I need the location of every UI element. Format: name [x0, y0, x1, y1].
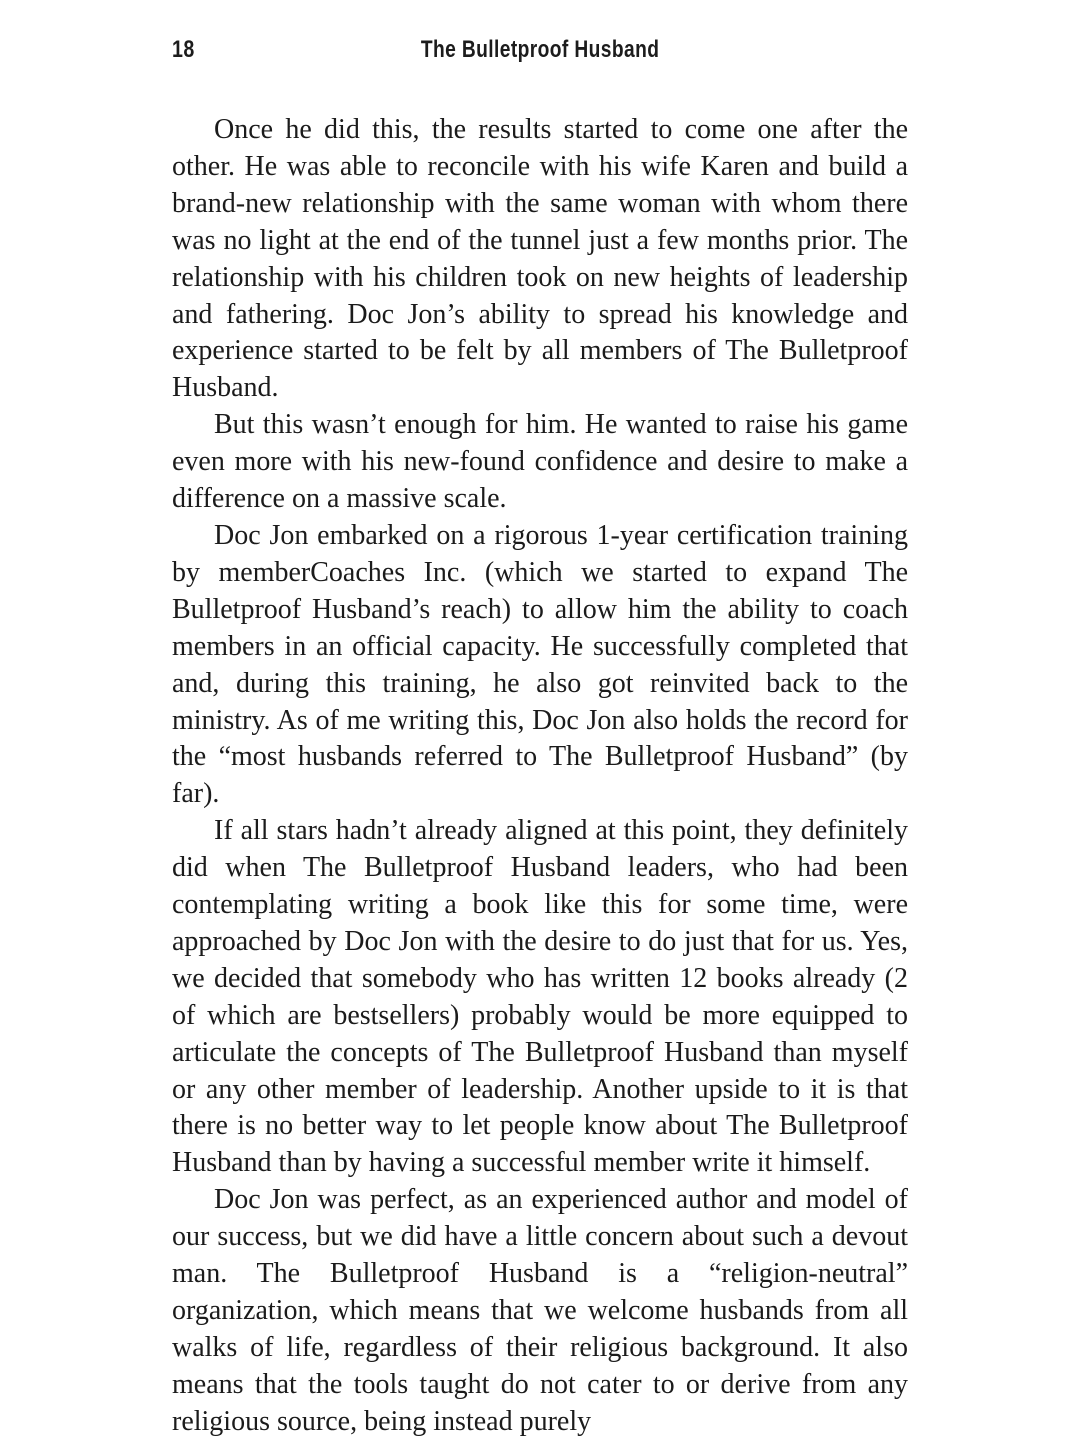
running-header: [172, 36, 908, 64]
running-header-title: The Bulletproof Husband: [420, 36, 660, 63]
paragraph: Doc Jon was perfect, as an experienced author and model of our success, but we did have a little concern about such a devout man. The Bulletproof Husband is a “religion-neutral” organization, which means that we welcome husbands from all walks of life, regardless of their religious background. It also means that the tools taught do not cater to or derive from any religious source, being instead purely: [172, 1184, 908, 1437]
paragraph: Once he did this, the results started to come one after the other. He was able to reconcile with his wife Karen and build a brand-new relationship with the same woman with whom there was no light at the end of the tunnel just a few months prior. The relationship with his children took on new heights of leadership and fathering. Doc Jon’s ability to spread his knowledge and experience started to be felt by all members of The Bulletproof Husband.: [172, 114, 908, 404]
paragraph: If all stars hadn’t already aligned at this point, they definitely did when The Bulletproof Husband leaders, who had been contemplating writing a book like this for some time, were approached by Doc Jon with the desire to do just that for us. Yes, we decided that somebody who has written 12 books already (2 of which are bestsellers) probably would be more equipped to articulate the concepts of The Bulletproof Husband than myself or any other member of leadership. Another upside to it is that there is no better way to let people know about The Bulletproof Husband than by having a successful member write it himself.: [172, 815, 908, 1179]
page-header: [172, 34, 908, 66]
paragraph: Doc Jon embarked on a rigorous 1-year certification training by memberCoaches Inc. (which we started to expand The Bulletproof Husband’s reach) to allow him the ability to coach members in an official capacity. He successfully completed that and, during this training, he also got reinvited back to the ministry. As of me writing this, Doc Jon also holds the record for the “most husbands referred to The Bulletproof Husband” (by far).: [172, 519, 908, 810]
paragraph: But this wasn’t enough for him. He wanted to raise his game even more with his new-found confidence and desire to make a difference on a massive scale.: [172, 409, 908, 515]
page-body-text: [172, 112, 908, 1441]
page-number: 18: [172, 36, 195, 63]
